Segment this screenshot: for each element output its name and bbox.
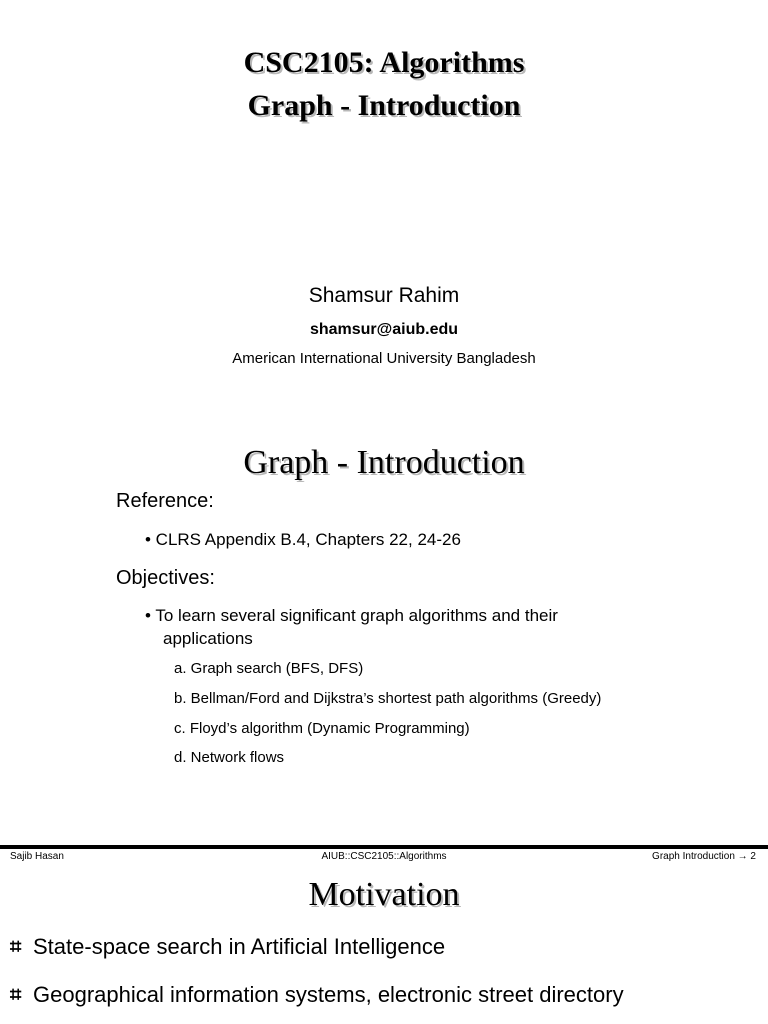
hash-icon: ⌗: [10, 983, 22, 1006]
course-title: CSC2105: Algorithms: [243, 46, 525, 79]
objective-sub-item: d. Network flows: [174, 749, 285, 766]
objective-sub-item: a. Graph search (BFS, DFS): [174, 660, 364, 677]
university-name: American International University Bangladesh: [232, 350, 536, 367]
footer-course: AIUB::CSC2105::Algorithms: [321, 851, 447, 862]
author-name: Shamsur Rahim: [308, 284, 460, 307]
objectives-heading: Objectives:: [116, 567, 215, 589]
reference-heading: Reference:: [116, 490, 214, 512]
slide-divider: [0, 845, 768, 849]
motivation-item: [10, 934, 445, 960]
motivation-title: Motivation: [308, 876, 460, 913]
motivation-item-text: Geographical information systems, electronic street directory: [33, 982, 624, 1007]
motivation-item-text: State-space search in Artificial Intelligence: [33, 934, 446, 959]
objective-sub-item: b. Bellman/Ford and Dijkstra’s shortest path algorithms (Greedy): [174, 690, 602, 707]
footer-page-label: Graph Introduction → 2: [652, 851, 756, 862]
slide-title: Graph - Introduction: [243, 444, 525, 481]
author-email: shamsur@aiub.edu: [309, 321, 459, 338]
motivation-item: [10, 982, 624, 1008]
lecture-title: Graph - Introduction: [247, 89, 521, 122]
objective-sub-item: c. Floyd’s algorithm (Dynamic Programming): [174, 720, 470, 737]
objective-bullet-continuation: applications: [163, 629, 253, 648]
objective-bullet: • To learn several significant graph algorithms and their: [145, 606, 558, 625]
hash-icon: ⌗: [10, 935, 22, 958]
reference-bullet: • CLRS Appendix B.4, Chapters 22, 24-26: [145, 530, 461, 549]
footer-author: Sajib Hasan: [10, 851, 64, 862]
